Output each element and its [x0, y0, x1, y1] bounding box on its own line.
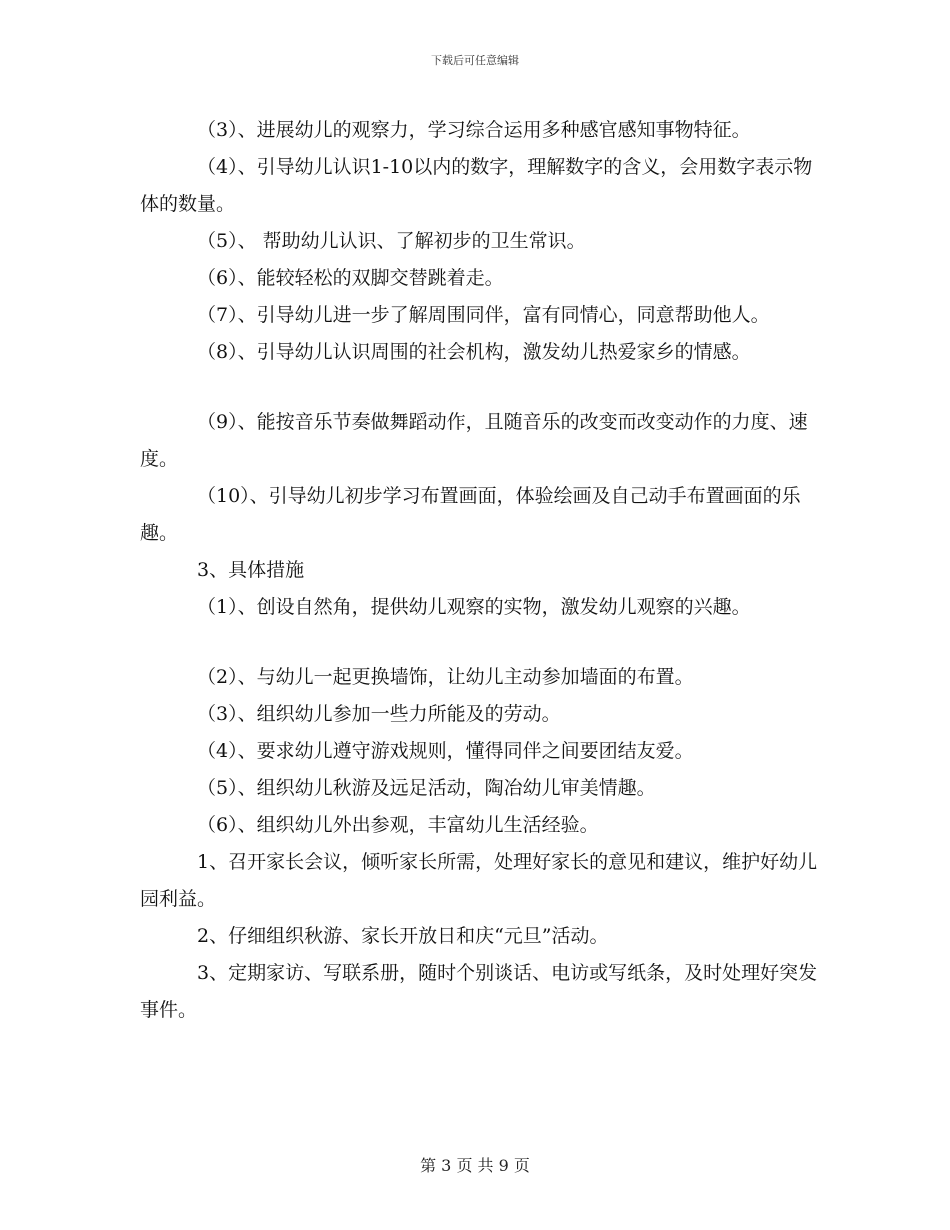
paragraph-goal-6: （6）、能较轻松的双脚交替跳着走。 [197, 267, 504, 289]
paragraph-parent-2: 2、仔细组织秋游、家长开放日和庆“元旦”活动。 [197, 925, 609, 947]
paragraph-goal-9: （9）、能按音乐节奏做舞蹈动作，且随音乐的改变而改变动作的力度、速度。 [140, 411, 808, 470]
paragraph-goal-3: （3）、进展幼儿的观察力，学习综合运用多种感官感知事物特征。 [197, 119, 751, 141]
paragraph-measure-6: （6）、组织幼儿外出参观，丰富幼儿生活经验。 [197, 814, 599, 836]
paragraph-parent-3: 3、定期家访、写联系册，随时个别谈话、电访或写纸条，及时处理好突发事件。 [140, 962, 818, 1021]
paragraph-goal-5: （5）、 帮助幼儿认识、了解初步的卫生常识。 [197, 230, 586, 252]
paragraph-parent-1: 1、召开家长会议，倾听家长所需，处理好家长的意见和建议，维护好幼儿园利益。 [140, 851, 818, 910]
page-number: 第 3 页 共 9 页 [420, 1156, 530, 1175]
paragraph-measure-3: （3）、组织幼儿参加一些力所能及的劳动。 [197, 703, 561, 725]
section-heading-measures: 3、具体措施 [197, 559, 305, 581]
paragraph-goal-8: （8）、引导幼儿认识周围的社会机构，激发幼儿热爱家乡的情感。 [197, 341, 751, 363]
paragraph-goal-10: （10）、引导幼儿初步学习布置画面，体验绘画及自己动手布置画面的乐 趣。 [140, 485, 807, 544]
paragraph-goal-7: （7）、引导幼儿进一步了解周围同伴，富有同情心，同意帮助他人。 [197, 304, 770, 326]
paragraph-measure-2: （2）、与幼儿一起更换墙饰，让幼儿主动参加墙面的布置。 [197, 666, 694, 688]
page-header: 下载后可任意编辑 [431, 54, 519, 67]
paragraph-measure-5: （5）、组织幼儿秋游及远足活动，陶冶幼儿审美情趣。 [197, 777, 656, 799]
paragraph-measure-1: （1）、创设自然角，提供幼儿观察的实物，激发幼儿观察的兴趣。 [197, 596, 751, 618]
document-body [140, 112, 830, 1029]
paragraph-goal-4: （4）、引导幼儿认识1-10以内的数字，理解数字的含义，会用数字表示物体的数量。 [140, 156, 813, 215]
paragraph-measure-4: （4）、要求幼儿遵守游戏规则，懂得同伴之间要团结友爱。 [197, 740, 694, 762]
